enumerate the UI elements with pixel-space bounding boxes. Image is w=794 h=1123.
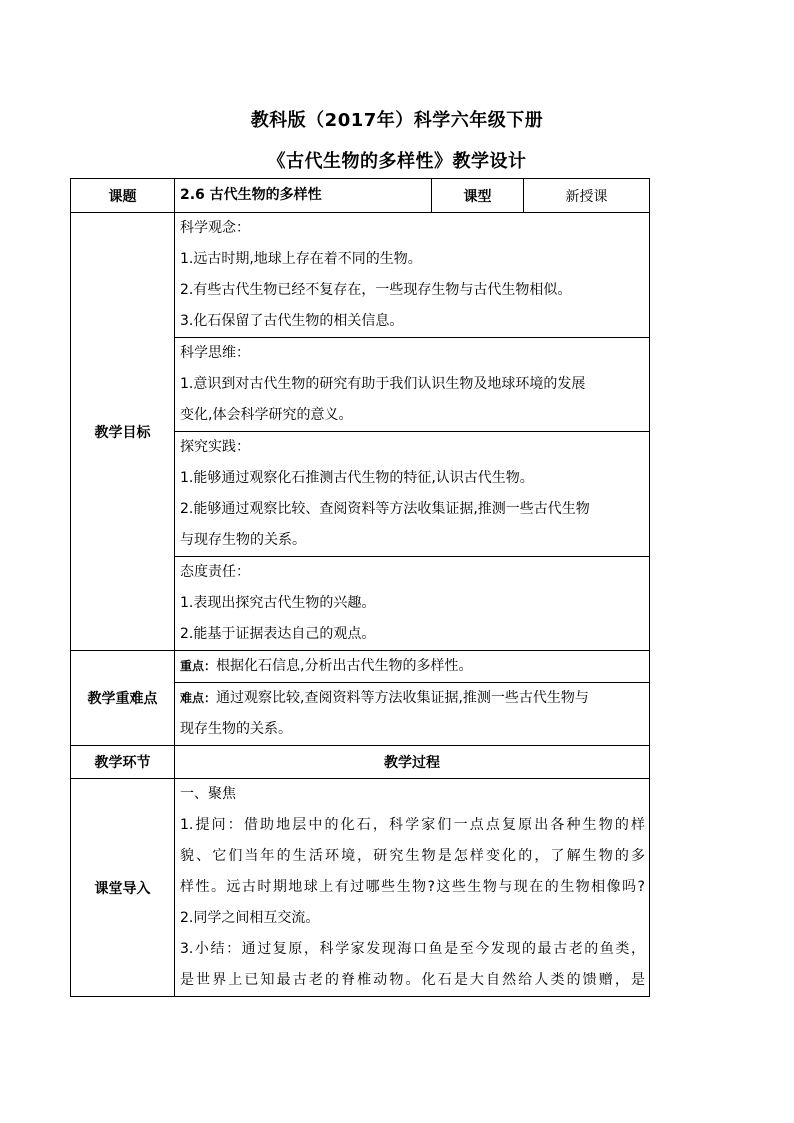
objective-line: 2.能基于证据表达自己的观点。 [180, 626, 376, 642]
objectives-label: 教学目标 [71, 213, 175, 651]
objective-section-attitude [175, 557, 650, 651]
objective-heading: 态度责任： [180, 564, 250, 580]
difficulty-label: 难点： [180, 691, 217, 705]
focus-text: 根据化石信息,分析出古代生物的多样性。 [216, 658, 473, 674]
difficulty-line: 现存生物的关系。 [180, 721, 292, 737]
focus-cell [175, 651, 650, 683]
topic-row [71, 179, 650, 213]
document-title-line2: 《古代生物的多样性》教学设计 [267, 151, 527, 172]
key-points-label: 教学重难点 [71, 651, 175, 746]
type-label: 课型 [432, 179, 524, 213]
intro-line: 样性。远古时期地球上有过哪些生物?这些生物与现在的生物相像吗? [180, 879, 645, 895]
objective-heading: 科学观念： [180, 220, 250, 236]
objective-line: 2.有些古代生物已经不复存在，一些现存生物与古代生物相似。 [180, 282, 572, 298]
intro-line: 是世界上已知最古老的脊椎动物。化石是大自然给人类的馈赠，是 [180, 972, 645, 988]
difficulty-line [180, 683, 645, 714]
objective-line: 1.表现出探究古代生物的兴趣。 [180, 595, 376, 611]
intro-line: 一、聚焦 [180, 786, 236, 802]
intro-line: 2.同学之间相互交流。 [180, 910, 320, 926]
intro-line: 3.小结：通过复原，科学家发现海口鱼是至今发现的最古老的鱼类， [180, 941, 645, 957]
objective-section-row [71, 213, 650, 338]
objective-line: 变化,体会科学研究的意义。 [180, 407, 353, 423]
topic-label: 课题 [71, 179, 175, 213]
topic-value-cell [175, 179, 432, 213]
focus-line [180, 651, 645, 682]
intro-line: 1.提问：借助地层中的化石，科学家们一点点复原出各种生物的样 [180, 817, 645, 833]
intro-row [71, 779, 650, 997]
objective-heading: 科学思维： [180, 345, 250, 361]
objective-line: 1.意识到对古代生物的研究有助于我们认识生物及地球环境的发展 [180, 376, 586, 392]
difficulty-cell [175, 683, 650, 746]
stage-header: 教学环节 [71, 746, 175, 779]
focus-label: 重点： [180, 659, 217, 673]
focus-row [71, 651, 650, 683]
objective-line: 2.能够通过观察比较、查阅资料等方法收集证据,推测一些古代生物 [180, 501, 590, 517]
objective-section-science-concept [175, 213, 650, 338]
objective-line: 与现存生物的关系。 [180, 532, 306, 548]
type-value: 新授课 [524, 179, 650, 213]
intro-label: 课堂导入 [71, 779, 175, 997]
intro-cell [175, 779, 650, 997]
document-title-line1: 教科版（2017年）科学六年级下册 [250, 110, 544, 131]
difficulty-text: 通过观察比较,查阅资料等方法收集证据,推测一些古代生物与 [216, 690, 589, 706]
objective-heading: 探究实践： [180, 439, 250, 455]
objective-line: 1.能够通过观察化石推测古代生物的特征,认识古代生物。 [180, 470, 534, 486]
objective-line: 3.化石保留了古代生物的相关信息。 [180, 313, 404, 329]
lesson-plan-table [70, 178, 650, 997]
process-header: 教学过程 [175, 746, 650, 779]
objective-section-science-thinking [175, 338, 650, 432]
process-header-row [71, 746, 650, 779]
intro-line: 貌、它们当年的生活环境，研究生物是怎样变化的，了解生物的多 [180, 848, 645, 864]
topic-value: 2.6 古代生物的多样性 [180, 187, 322, 203]
objective-section-inquiry-practice [175, 432, 650, 557]
objective-line: 1.远古时期,地球上存在着不同的生物。 [180, 251, 422, 267]
